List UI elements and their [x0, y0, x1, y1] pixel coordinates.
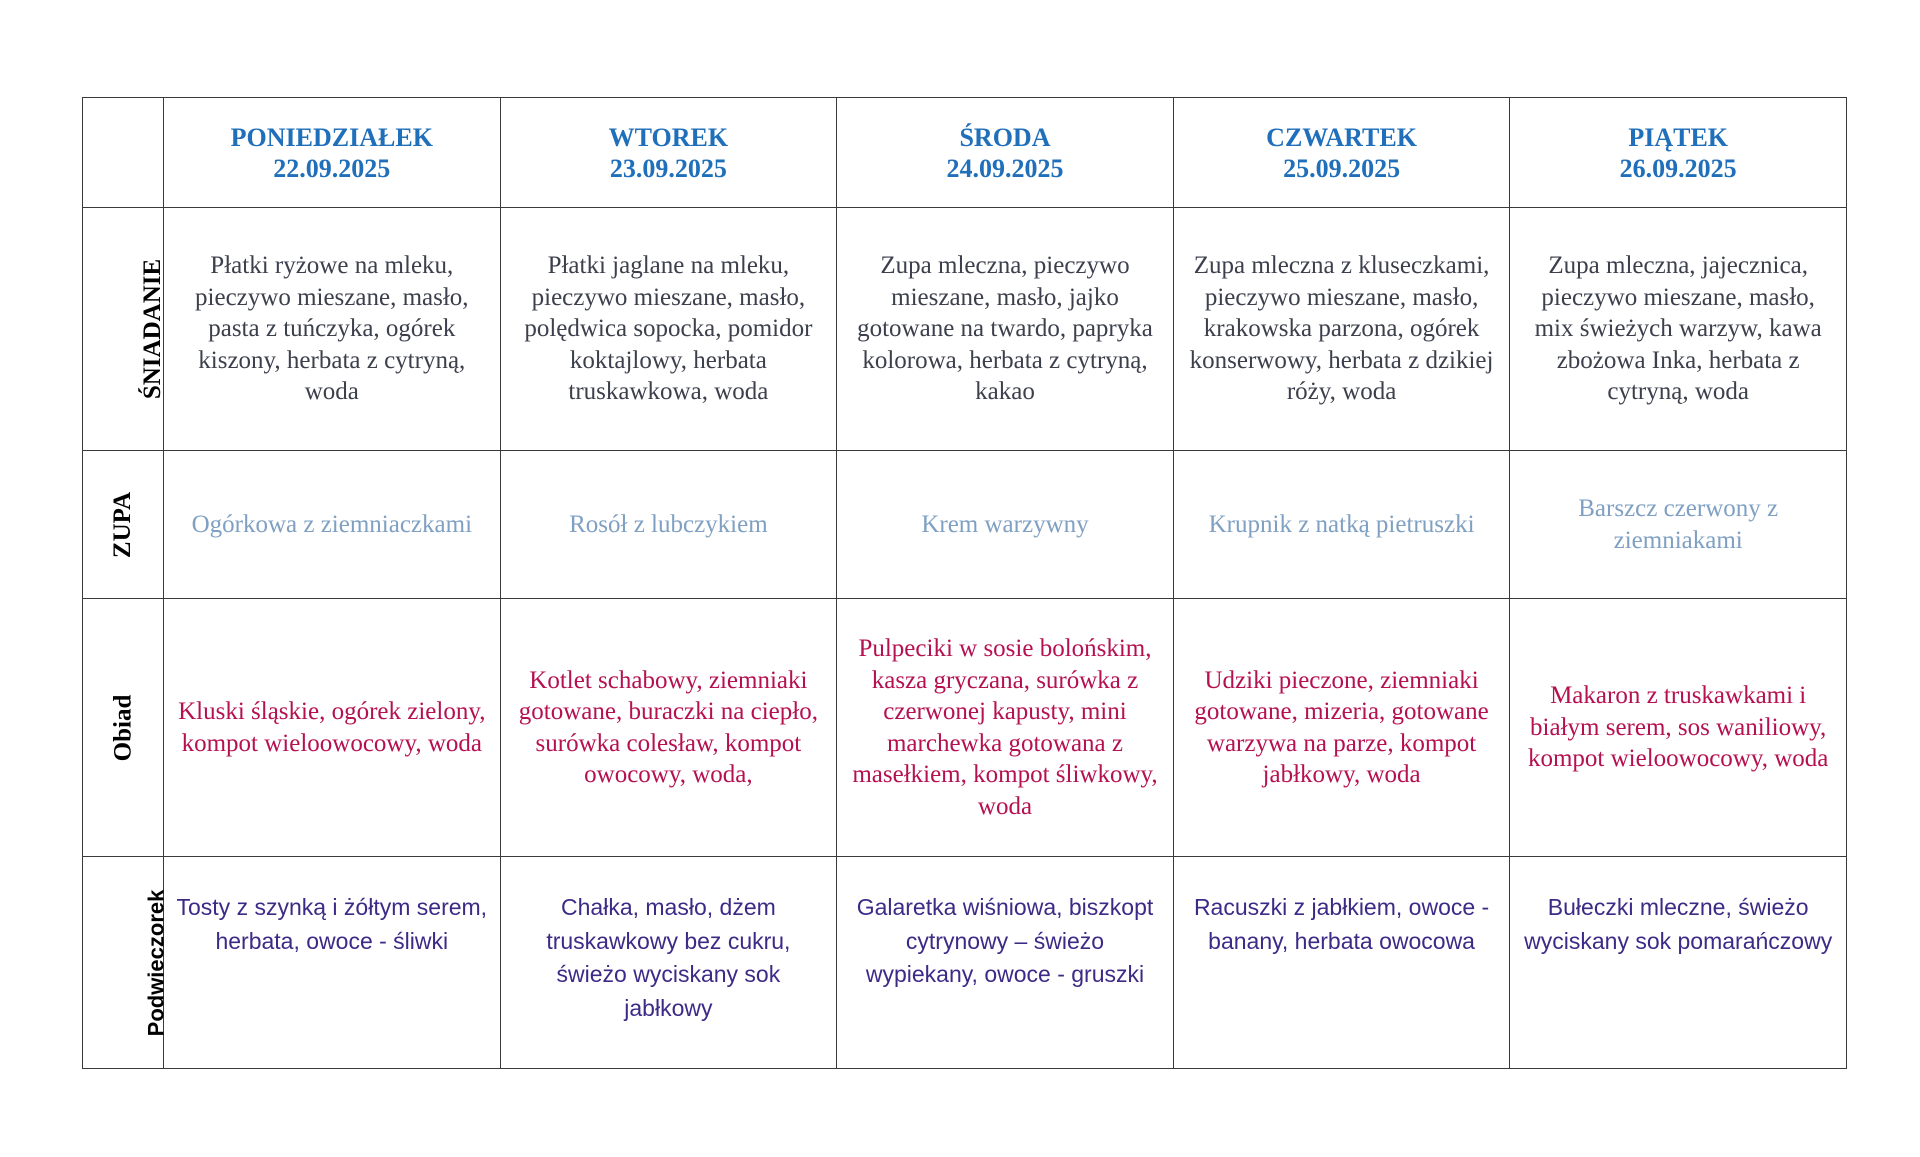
soup-cell-friday: Barszcz czerwony z ziemniakami	[1510, 451, 1847, 599]
day-date: 24.09.2025	[946, 153, 1064, 183]
day-date: 25.09.2025	[1283, 153, 1401, 183]
breakfast-cell-thursday: Zupa mleczna z kluseczkami, pieczywo mieszane, masło, krakowska parzona, ogórek konserwowy, herbata z dzikiej róży, woda	[1173, 208, 1510, 451]
lunch-cell-wednesday: Pulpeciki w sosie bolońskim, kasza gryczana, surówka z czerwonej kapusty, mini marchewka gotowana z masełkiem, kompot śliwkowy, woda	[837, 599, 1174, 857]
row-label-text: Obiad	[108, 694, 136, 761]
snack-cell-wednesday: Galaretka wiśniowa, biszkopt cytrynowy – świeżo wypiekany, owoce - gruszki	[837, 857, 1174, 1069]
day-name: CZWARTEK	[1266, 122, 1417, 152]
breakfast-cell-friday: Zupa mleczna, jajecznica, pieczywo mieszane, masło, mix świeżych warzyw, kawa zbożowa Inka, herbata z cytryną, woda	[1510, 208, 1847, 451]
row-label-text: Podwieczorek	[143, 889, 169, 1036]
day-name: WTOREK	[608, 122, 729, 152]
snack-cell-tuesday: Chałka, masło, dżem truskawkowy bez cukru, świeżo wyciskany sok jabłkowy	[500, 857, 837, 1069]
lunch-cell-thursday: Udziki pieczone, ziemniaki gotowane, mizeria, gotowane warzywa na parze, kompot jabłkowy, woda	[1173, 599, 1510, 857]
row-label-soup	[83, 451, 164, 599]
day-date: 22.09.2025	[273, 153, 391, 183]
row-label-lunch	[83, 599, 164, 857]
lunch-cell-monday: Kluski śląskie, ogórek zielony, kompot wieloowocowy, woda	[164, 599, 501, 857]
row-label-text: ŚNIADANIE	[139, 258, 167, 400]
snack-cell-monday: Tosty z szynką i żółtym serem, herbata, owoce - śliwki	[164, 857, 501, 1069]
breakfast-cell-monday: Płatki ryżowe na mleku, pieczywo mieszane, masło, pasta z tuńczyka, ogórek kiszony, herbata z cytryną, woda	[164, 208, 501, 451]
corner-cell	[83, 98, 164, 208]
row-label-text: ZUPA	[108, 491, 136, 558]
breakfast-cell-tuesday: Płatki jaglane na mleku, pieczywo mieszane, masło, polędwica sopocka, pomidor koktajlowy, herbata truskawkowa, woda	[500, 208, 837, 451]
snack-cell-thursday: Racuszki z jabłkiem, owoce - banany, herbata owocowa	[1173, 857, 1510, 1069]
snack-row	[83, 857, 1847, 1069]
soup-cell-tuesday: Rosół z lubczykiem	[500, 451, 837, 599]
day-header-tuesday	[500, 98, 837, 208]
day-header-row	[83, 98, 1847, 208]
soup-row	[83, 451, 1847, 599]
breakfast-cell-wednesday: Zupa mleczna, pieczywo mieszane, masło, jajko gotowane na twardo, papryka kolorowa, herbata z cytryną, kakao	[837, 208, 1174, 451]
day-date: 26.09.2025	[1619, 153, 1737, 183]
day-header-friday	[1510, 98, 1847, 208]
soup-cell-thursday: Krupnik z natką pietruszki	[1173, 451, 1510, 599]
snack-cell-friday: Bułeczki mleczne, świeżo wyciskany sok pomarańczowy	[1510, 857, 1847, 1069]
lunch-cell-friday: Makaron z truskawkami i białym serem, sos waniliowy, kompot wieloowocowy, woda	[1510, 599, 1847, 857]
row-label-snack	[83, 857, 169, 1069]
row-label-breakfast	[83, 208, 167, 451]
lunch-row	[83, 599, 1847, 857]
lunch-cell-tuesday: Kotlet schabowy, ziemniaki gotowane, buraczki na ciepło, surówka colesław, kompot owocowy, woda,	[500, 599, 837, 857]
day-name: ŚRODA	[959, 122, 1051, 152]
day-header-wednesday	[837, 98, 1174, 208]
weekly-menu-table	[82, 97, 1847, 1069]
day-header-monday	[164, 98, 501, 208]
day-date: 23.09.2025	[609, 153, 727, 183]
day-name: PONIEDZIAŁEK	[230, 122, 433, 152]
day-header-thursday	[1173, 98, 1510, 208]
soup-cell-monday: Ogórkowa z ziemniaczkami	[164, 451, 501, 599]
soup-cell-wednesday: Krem warzywny	[837, 451, 1174, 599]
day-name: PIĄTEK	[1628, 122, 1729, 152]
breakfast-row	[83, 208, 1847, 451]
